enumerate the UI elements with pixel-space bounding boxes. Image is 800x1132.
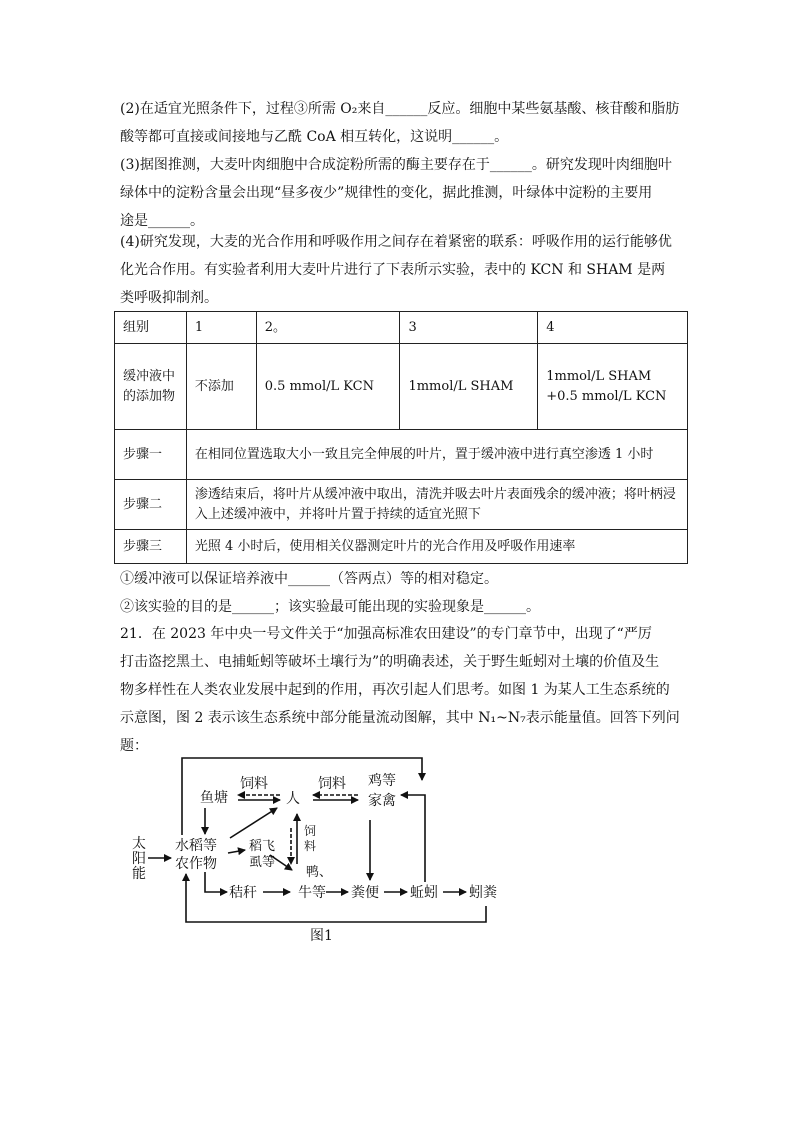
text-line: 21．在 2023 年中央一号文件关于“加强高标准农田建设”的专门章节中，出现了“严厉 [120,626,652,642]
experiment-table [114,311,688,564]
table-row [115,430,688,480]
table-cell: 步骤三 [115,530,187,564]
text-line: 类呼吸抑制剂。 [120,290,218,306]
text-line: ②该实验的目的是______；该实验最可能出现的实验现象是______。 [120,599,540,615]
feed-label: 饲 [304,824,317,838]
table-cell: 3 [400,312,538,344]
crops-label: 水稻等 [175,838,217,854]
table-row [115,480,688,530]
straw-label: 秸秆 [229,885,257,901]
text-line: 酸等都可直接或间接地与乙酰 CoA 相互转化，这说明______。 [120,129,509,145]
table-cell: 步骤二 [115,480,187,530]
sun-label: 太 [132,836,146,852]
table-cell: 1mmol/L SHAM +0.5 mmol/L KCN [538,344,688,430]
table-cell: 不添加 [186,344,256,430]
table-row [115,530,688,564]
question-3 [120,151,690,235]
table-header-row [115,312,688,344]
figure-caption: 图1 [310,928,333,944]
human-label: 人 [286,791,300,807]
text-line: (2)在适宜光照条件下，过程③所需 O₂来自______反应。细胞中某些氨基酸、核苷酸和脂肪 [120,101,680,117]
table-cell: 渗透结束后，将叶片从缓冲液中取出，清洗并吸去叶片表面残余的缓冲液；将叶柄浸入上述缓冲液中，并将叶片置于持续的适宜光照下 [186,480,687,530]
text-line: ①缓冲液可以保证培养液中______（答两点）等的相对稳定。 [120,571,498,587]
poultry-label: 家禽 [368,793,396,809]
ecosystem-diagram [120,750,520,945]
feed-label: 饲料 [318,776,346,792]
text-line: 示意图，图 2 表示该生态系统中部分能量流动图解，其中 N₁~N₇表示能量值。回答下列问 [120,710,680,726]
table-cell: 0.5 mmol/L KCN [256,344,400,430]
table-cell: 4 [538,312,688,344]
duck-cattle-label: 牛等 [298,885,326,901]
crops-label: 农作物 [175,856,217,872]
table-cell: 步骤一 [115,430,187,480]
text-line: 题： [120,738,148,754]
manure-label: 粪便 [351,885,379,901]
fishpond-label: 鱼塘 [200,790,228,806]
question-4 [120,228,690,312]
text-line: 物多样性在人类农业发展中起到的作用，再次引起人们思考。如图 1 为某人工生态系统的 [120,682,670,698]
table-cell: 缓冲液中的添加物 [115,344,187,430]
text-line: (3)据图推测，大麦叶肉细胞中合成淀粉所需的酶主要存在于______。研究发现叶肉细胞叶 [120,157,672,173]
sun-label: 阳 [132,851,146,867]
arrow-crops-to-human [230,808,277,838]
arrow-crops-to-pests [228,850,245,853]
earthworm-label: 蚯蚓 [410,885,438,901]
arrow-earthworm-to-poultry [401,795,425,882]
arrow-crops-to-straw [205,872,227,892]
poultry-label: 鸡等 [368,773,396,789]
text-line: 化光合作用。有实验者利用大麦叶片进行了下表所示实验，表中的 KCN 和 SHAM 是两 [120,262,666,278]
table-cell: 1mmol/L SHAM [400,344,538,430]
table-cell: 2。 [256,312,400,344]
text-line: 绿体中的淀粉含量会出现“昼多夜少”规律性的变化，据此推测，叶绿体中淀粉的主要用 [120,185,653,201]
feed-label: 料 [304,839,317,853]
duck-cattle-label: 鸭、 [306,865,333,880]
pests-label: 稻飞 [249,839,276,854]
cast-label: 蚓粪 [469,885,497,901]
text-line: (4)研究发现，大麦的光合作用和呼吸作用之间存在着紧密的联系：呼吸作用的运行能够优 [120,234,672,250]
question-2 [120,95,690,151]
table-cell: 光照 4 小时后，使用相关仪器测定叶片的光合作用及呼吸作用速率 [186,530,687,564]
question-21 [120,620,690,760]
feed-label: 饲料 [240,776,268,792]
table-cell: 组别 [115,312,187,344]
table-cell: 1 [186,312,256,344]
sub-questions [120,565,690,621]
table-cell: 在相同位置选取大小一致且完全伸展的叶片，置于缓冲液中进行真空渗透 1 小时 [186,430,687,480]
sun-label: 能 [132,866,146,882]
text-line: 打击盗挖黑土、电捕蚯蚓等破坏土壤行为”的明确表述，关于野生蚯蚓对土壤的价值及生 [120,654,660,670]
text-line: 途是______。 [120,213,204,229]
table-row [115,344,688,430]
pests-label: 虱等 [249,855,276,870]
